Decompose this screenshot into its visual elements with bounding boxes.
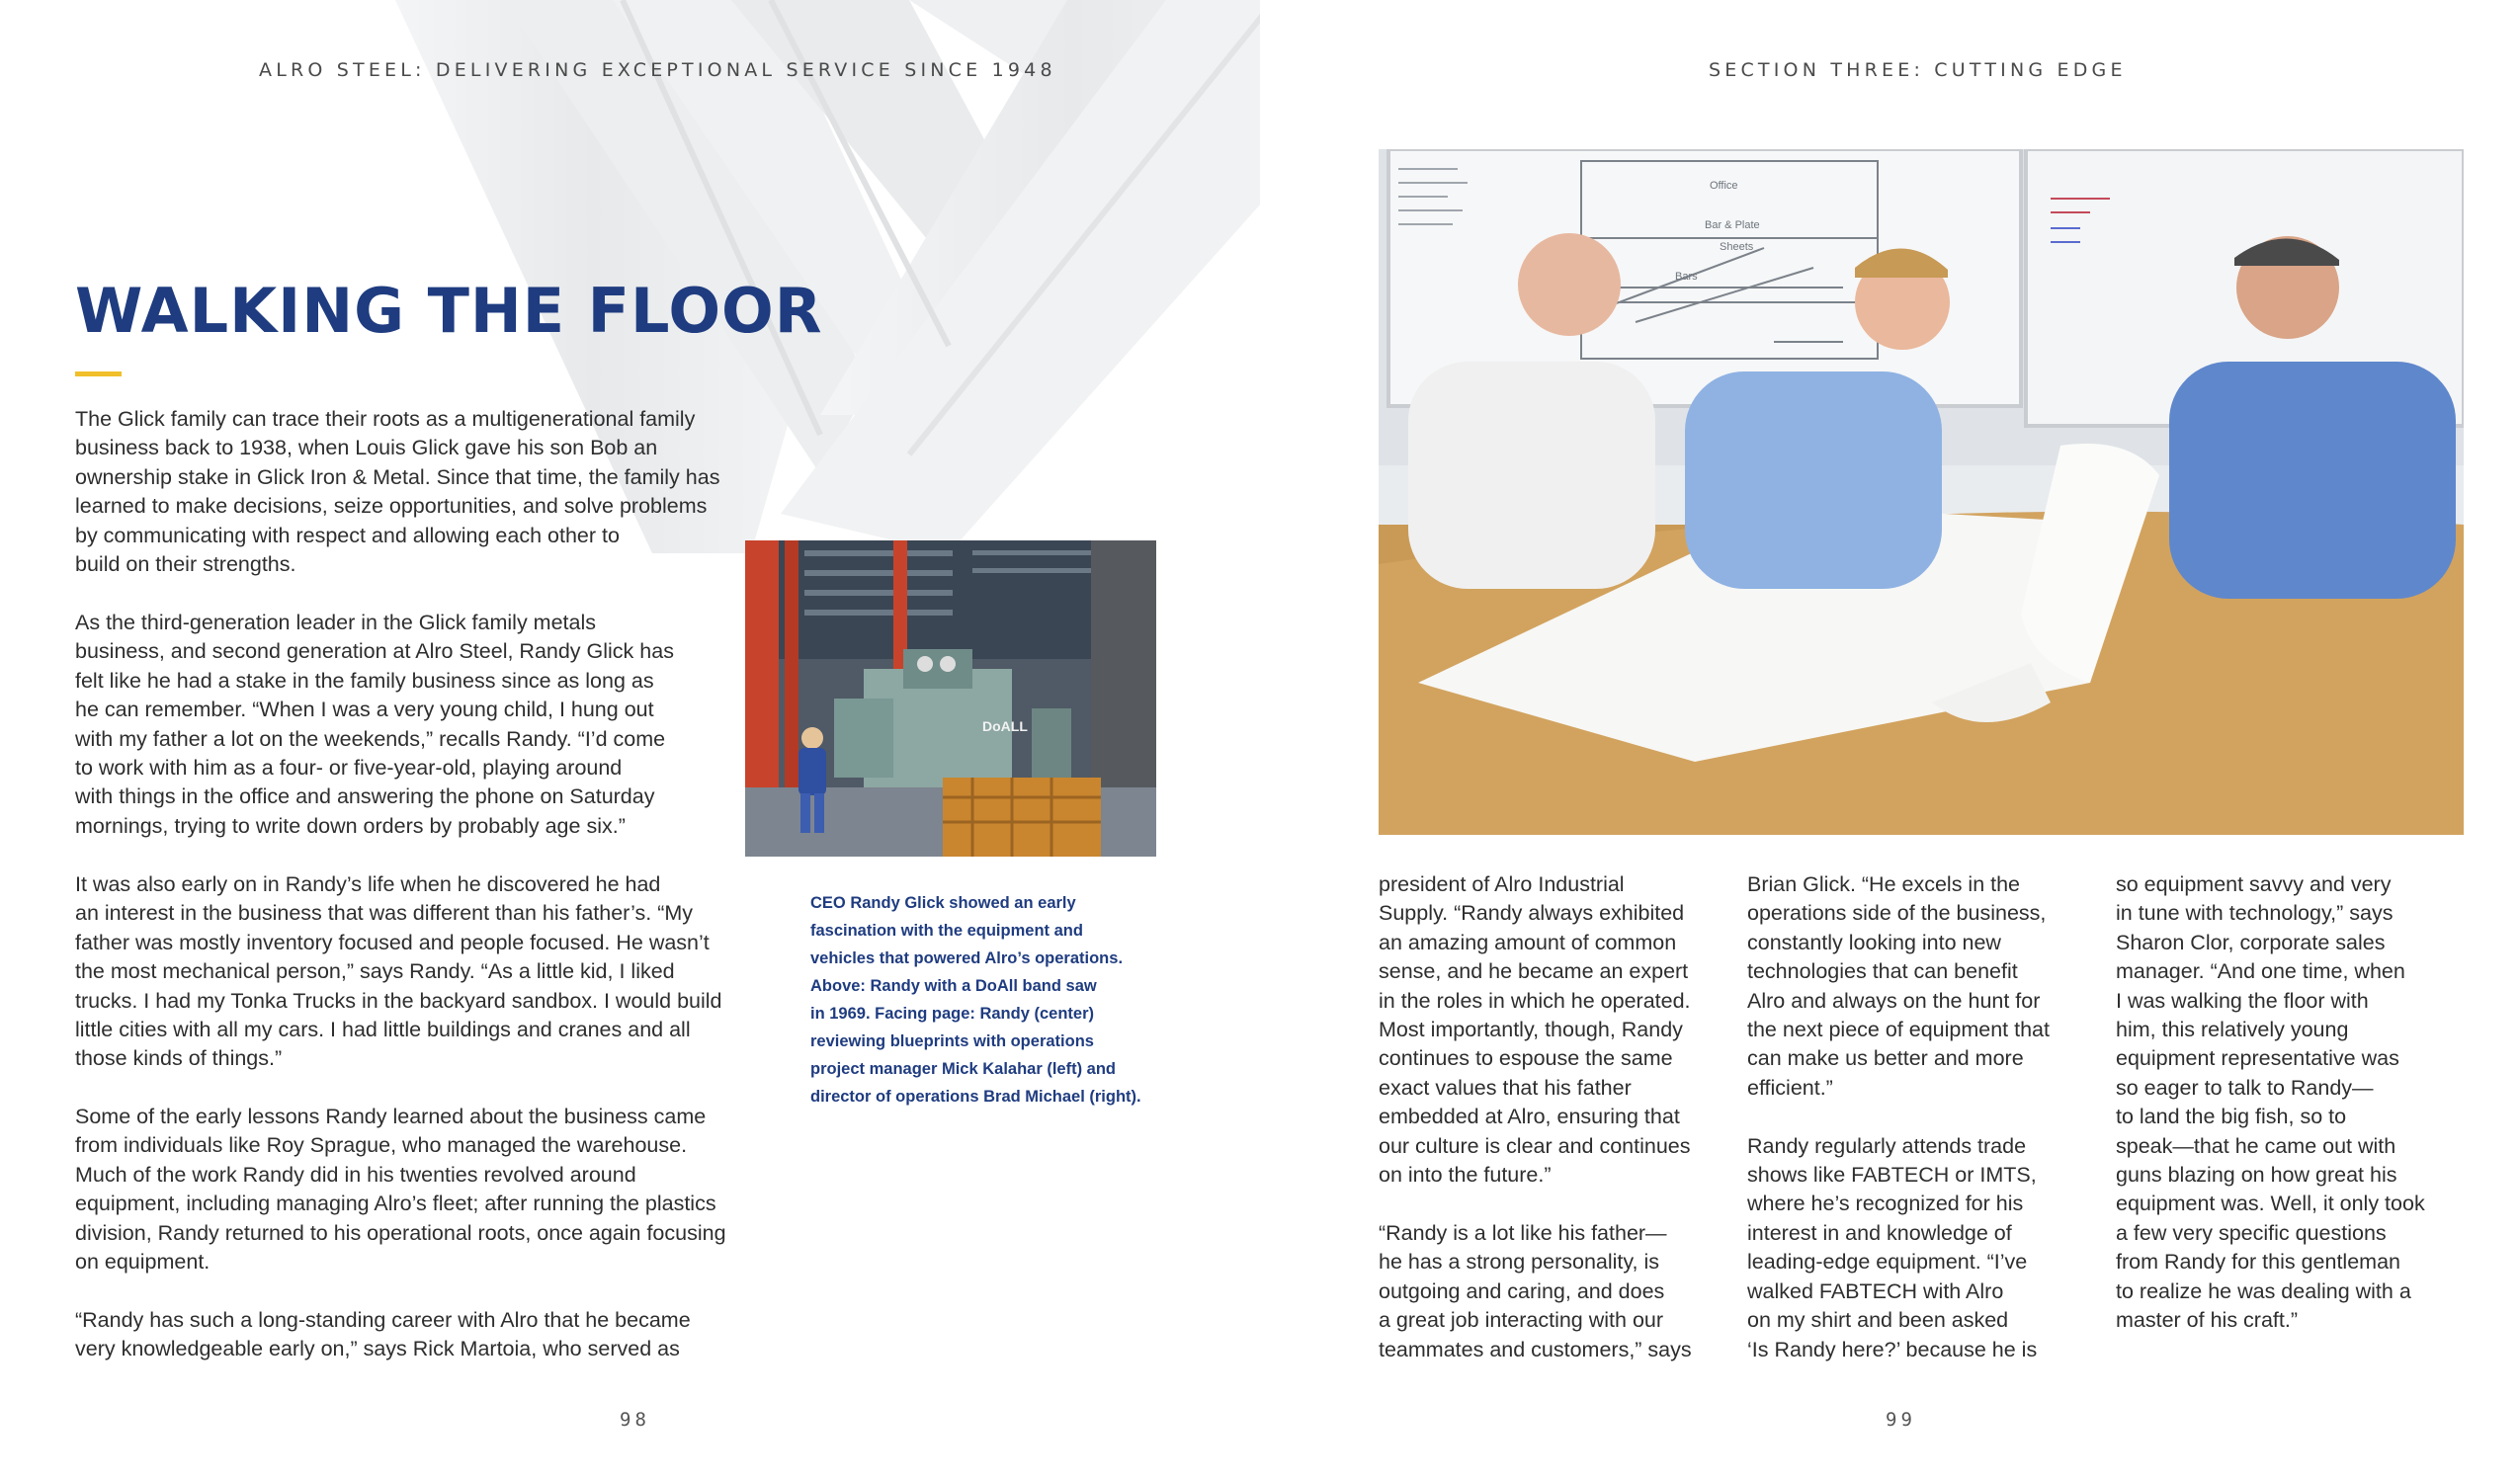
text-line: Sharon Clor, corporate sales	[2116, 930, 2386, 954]
text-line: an interest in the business that was different than his father’s. “My	[75, 901, 694, 926]
text-line: little cities with all my cars. I had little buildings and cranes and all	[75, 1018, 691, 1042]
text-line: to land the big fish, so to	[2116, 1105, 2347, 1129]
text-line: very knowledgeable early on,” says Rick Martoia, who served as	[75, 1337, 680, 1361]
paragraph-2	[75, 609, 747, 841]
column-2	[1747, 870, 2113, 1364]
page-number: 98	[620, 1409, 650, 1431]
text-line: Much of the work Randy did in his twenties revolved around	[75, 1162, 636, 1187]
text-line: ‘Is Randy here?’ because he is	[1747, 1337, 2038, 1361]
text-line: shows like FABTECH or IMTS,	[1747, 1163, 2037, 1188]
whiteboard-office-label: Office	[1710, 180, 1738, 192]
text-line: Brian Glick. “He excels in the	[1747, 872, 2021, 896]
text-line: outgoing and caring, and does	[1379, 1278, 1665, 1303]
running-header: ALRO STEEL: DELIVERING EXCEPTIONAL SERVICE SINCE 1948	[259, 59, 1056, 81]
photo-caption	[810, 889, 1216, 1111]
whiteboard-bar-plate-label: Bar & Plate	[1705, 219, 1760, 231]
text-line: equipment, including managing Alro’s fleet; after running the plastics	[75, 1192, 716, 1216]
text-line: vehicles that powered Alro’s operations.	[810, 949, 1124, 967]
text-line: on into the future.”	[1379, 1163, 1552, 1188]
text-line: he can remember. “When I was a very young child, I hung out	[75, 698, 654, 722]
text-line: master of his craft.”	[2116, 1308, 2298, 1333]
text-line	[1379, 1190, 1744, 1218]
whiteboard-bars-label: Bars	[1675, 271, 1698, 283]
text-line: mornings, trying to write down orders by probably age six.”	[75, 813, 626, 838]
text-line: interest in and knowledge of	[1747, 1220, 2012, 1245]
text-line: build on their strengths.	[75, 552, 296, 577]
text-line: constantly looking into new	[1747, 930, 2001, 954]
text-line: on my shirt and been asked	[1747, 1308, 2009, 1333]
text-line: operations side of the business,	[1747, 901, 2047, 926]
text-line: continues to espouse the same	[1379, 1046, 1673, 1071]
paragraph-1	[75, 405, 806, 579]
text-line: to work with him as a four- or five-year-old, playing around	[75, 756, 623, 781]
text-line: an amazing amount of common	[1379, 930, 1677, 954]
machine-brand-label: DoALL	[982, 718, 1028, 734]
text-line: from Randy for this gentleman	[2116, 1250, 2400, 1275]
text-line: those kinds of things.”	[75, 1046, 283, 1071]
paragraph-3	[75, 870, 806, 1074]
text-line: learned to make decisions, seize opportunities, and solve problems	[75, 494, 708, 519]
text-line: a few very specific questions	[2116, 1220, 2387, 1245]
text-line: in tune with technology,” says	[2116, 901, 2394, 926]
text-line: manager. “And one time, when	[2116, 959, 2405, 984]
text-line: so eager to talk to Randy—	[2116, 1075, 2374, 1100]
text-line: where he’s recognized for his	[1747, 1192, 2024, 1216]
text-line: Supply. “Randy always exhibited	[1379, 901, 1685, 926]
text-line: efficient.”	[1747, 1075, 1833, 1100]
text-line: sense, and he became an expert	[1379, 959, 1689, 984]
paragraph-4	[75, 1103, 806, 1276]
text-line: reviewing blueprints with operations	[810, 1032, 1094, 1050]
text-line: division, Randy returned to his operational roots, once again focusing	[75, 1220, 726, 1245]
text-line: “Randy has such a long-standing career with Alro that he became	[75, 1308, 691, 1332]
text-line: him, this relatively young	[2116, 1018, 2349, 1042]
text-line: the most mechanical person,” says Randy. “As a little kid, I liked	[75, 959, 675, 984]
text-line: guns blazing on how great his	[2116, 1163, 2397, 1188]
text-line: president of Alro Industrial	[1379, 872, 1625, 896]
whiteboard-sheets-label: Sheets	[1720, 241, 1754, 253]
text-line: father was mostly inventory focused and people focused. He wasn’t	[75, 930, 710, 954]
text-line: business, and second generation at Alro Steel, Randy Glick has	[75, 639, 674, 664]
text-line: project manager Mick Kalahar (left) and	[810, 1060, 1116, 1078]
text-line: ownership stake in Glick Iron & Metal. Since that time, the family has	[75, 464, 720, 489]
text-line: “Randy is a lot like his father—	[1379, 1220, 1667, 1245]
text-line: business back to 1938, when Louis Glick gave his son Bob an	[75, 436, 658, 460]
text-line: with things in the office and answering the phone on Saturday	[75, 784, 655, 809]
text-line: CEO Randy Glick showed an early	[810, 894, 1076, 912]
text-line: It was also early on in Randy’s life when he discovered he had	[75, 872, 661, 896]
text-line: Alro and always on the hunt for	[1747, 988, 2041, 1013]
text-line: to realize he was dealing with a	[2116, 1278, 2411, 1303]
column-1	[1379, 870, 1744, 1364]
text-line: Above: Randy with a DoAll band saw	[810, 977, 1097, 995]
text-line: by communicating with respect and allowing each other to	[75, 523, 620, 547]
text-line: Some of the early lessons Randy learned about the business came	[75, 1105, 707, 1128]
text-line: equipment was. Well, it only took	[2116, 1192, 2425, 1216]
text-line: felt like he had a stake in the family business since as long as	[75, 668, 654, 693]
text-line: he has a strong personality, is	[1379, 1250, 1660, 1275]
title-accent-rule	[75, 371, 122, 376]
text-line: leading-edge equipment. “I’ve	[1747, 1250, 2028, 1275]
text-line: on equipment.	[75, 1250, 210, 1275]
meeting-photo-blueprints	[1379, 149, 2464, 835]
text-line: As the third-generation leader in the Glick family metals	[75, 611, 596, 634]
text-line	[1747, 1103, 2113, 1131]
page-title: WALKING THE FLOOR	[75, 275, 823, 347]
text-line: Most importantly, though, Randy	[1379, 1018, 1683, 1042]
text-line: the next piece of equipment that	[1747, 1018, 2050, 1042]
text-line: director of operations Brad Michael (right).	[810, 1088, 1141, 1106]
text-line: I was walking the floor with	[2116, 988, 2369, 1013]
column-3	[2116, 870, 2481, 1336]
text-line: speak—that he came out with	[2116, 1133, 2396, 1158]
text-line: technologies that can benefit	[1747, 959, 2018, 984]
running-header: SECTION THREE: CUTTING EDGE	[1709, 59, 2127, 81]
text-line: in 1969. Facing page: Randy (center)	[810, 1005, 1094, 1023]
right-page	[1260, 0, 2520, 1482]
text-line: our culture is clear and continues	[1379, 1133, 1691, 1158]
text-line: embedded at Alro, ensuring that	[1379, 1105, 1680, 1129]
text-line: a great job interacting with our	[1379, 1308, 1664, 1333]
text-line: from individuals like Roy Sprague, who managed the warehouse.	[75, 1133, 688, 1158]
page-number: 99	[1886, 1409, 1916, 1431]
text-line: fascination with the equipment and	[810, 922, 1083, 940]
text-line: can make us better and more	[1747, 1046, 2024, 1071]
text-line: Randy regularly attends trade	[1747, 1133, 2027, 1158]
text-line: The Glick family can trace their roots as a multigenerational family	[75, 407, 696, 431]
text-line: in the roles in which he operated.	[1379, 988, 1691, 1013]
text-line: teammates and customers,” says	[1379, 1337, 1692, 1361]
text-line: so equipment savvy and very	[2116, 872, 2392, 896]
paragraph-5	[75, 1306, 806, 1364]
historical-photo-band-saw	[745, 540, 1156, 857]
text-line: walked FABTECH with Alro	[1747, 1278, 2004, 1303]
text-line: with my father a lot on the weekends,” recalls Randy. “I’d come	[75, 726, 666, 751]
text-line: trucks. I had my Tonka Trucks in the backyard sandbox. I would build	[75, 988, 722, 1013]
text-line: exact values that his father	[1379, 1075, 1632, 1100]
text-line: equipment representative was	[2116, 1046, 2399, 1071]
